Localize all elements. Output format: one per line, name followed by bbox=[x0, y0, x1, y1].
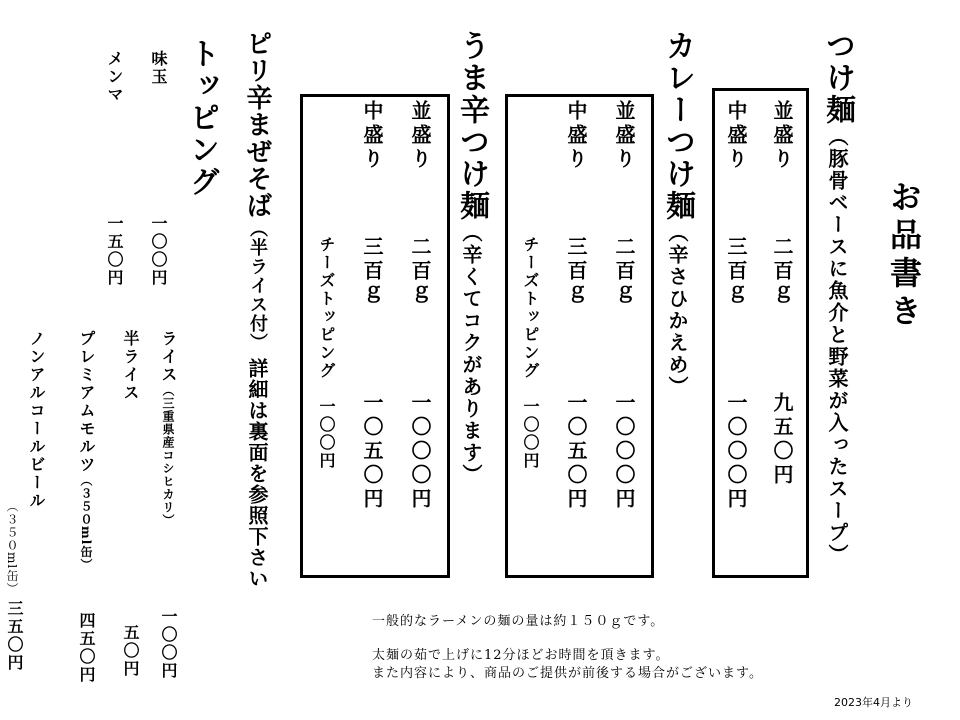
curry-heading bbox=[660, 30, 695, 398]
topping-name-2: メンマ bbox=[105, 50, 124, 104]
curry-price-1: 一〇〇〇円 bbox=[612, 392, 636, 512]
tsukemen-price-1: 九五〇円 bbox=[770, 392, 794, 488]
topping-price-1: 一〇〇円 bbox=[149, 215, 168, 287]
mazesoba-name: ピリ辛まぜそば bbox=[242, 30, 272, 219]
side-name-4: ノンアルコールビール bbox=[27, 330, 46, 510]
umakara-size-2: 中盛り bbox=[360, 100, 384, 172]
curry-topping: チーズトッピング 一〇〇円 bbox=[521, 236, 540, 470]
curry-name: カレーつけ麺 bbox=[660, 30, 695, 222]
side-price-2: 五〇円 bbox=[121, 624, 140, 678]
curry-price-2: 一〇五〇円 bbox=[564, 392, 588, 512]
side-price-4: 三五〇円 bbox=[5, 600, 24, 672]
umakara-desc: （辛くてコクがあります） bbox=[459, 222, 483, 486]
side-name-1: ライス（三重県産コシヒカリ） bbox=[159, 330, 178, 527]
tsukemen-heading bbox=[820, 30, 855, 566]
side-name-2: 半ライス bbox=[121, 330, 140, 402]
side-price-1: 一〇〇円 bbox=[159, 608, 178, 680]
curry-size-1: 並盛り bbox=[612, 100, 636, 172]
tsukemen-weight-1: 二百ｇ bbox=[770, 236, 794, 308]
note-1: 一般的なラーメンの麺の量は約１５０ｇです。 bbox=[372, 614, 665, 629]
toppings-heading: トッピング bbox=[184, 38, 219, 198]
note-3: また内容により、商品のご提供が前後する場合がございます。 bbox=[372, 666, 763, 681]
umakara-topping: チーズトッピング 一〇〇円 bbox=[317, 236, 336, 470]
umakara-weight-2: 三百ｇ bbox=[360, 236, 384, 308]
effective-date: 2023年4月より bbox=[834, 696, 913, 709]
mazesoba-note: 詳細は裏面を参照下さい bbox=[245, 358, 269, 589]
side-desc-4: （３５０ml缶） bbox=[5, 500, 19, 596]
tsukemen-name: つけ麺 bbox=[820, 30, 855, 126]
tsukemen-price-2: 一〇〇〇円 bbox=[724, 392, 748, 512]
note-2: 太麺の茹で上げに12分ほどお時間を頂きます。 bbox=[372, 648, 670, 663]
umakara-size-1: 並盛り bbox=[408, 100, 432, 172]
side-name-3: プレミアムモルツ（３５０ml缶） bbox=[77, 330, 96, 572]
mazesoba-heading bbox=[244, 30, 270, 589]
topping-price-2: 一五〇円 bbox=[105, 215, 124, 287]
tsukemen-weight-2: 三百ｇ bbox=[724, 236, 748, 308]
umakara-price-1: 一〇〇〇円 bbox=[408, 392, 432, 512]
curry-weight-1: 二百ｇ bbox=[612, 236, 636, 308]
umakara-weight-1: 二百ｇ bbox=[408, 236, 432, 308]
mazesoba-desc: （半ライス付） bbox=[247, 219, 268, 352]
tsukemen-desc: （豚骨ベースに魚介と野菜が入ったスープ） bbox=[825, 126, 849, 566]
topping-name-1: 味玉 bbox=[149, 50, 168, 86]
side-price-3: 四五〇円 bbox=[77, 612, 96, 684]
curry-size-2: 中盛り bbox=[564, 100, 588, 172]
tsukemen-size-1: 並盛り bbox=[770, 100, 794, 172]
page-title: お品書き bbox=[885, 180, 923, 332]
umakara-heading bbox=[454, 30, 489, 486]
tsukemen-size-2: 中盛り bbox=[724, 100, 748, 172]
curry-desc: （辛さひかえめ） bbox=[665, 222, 689, 398]
umakara-name: うま辛つけ麺 bbox=[454, 30, 489, 222]
curry-weight-2: 三百ｇ bbox=[564, 236, 588, 308]
umakara-price-2: 一〇五〇円 bbox=[360, 392, 384, 512]
